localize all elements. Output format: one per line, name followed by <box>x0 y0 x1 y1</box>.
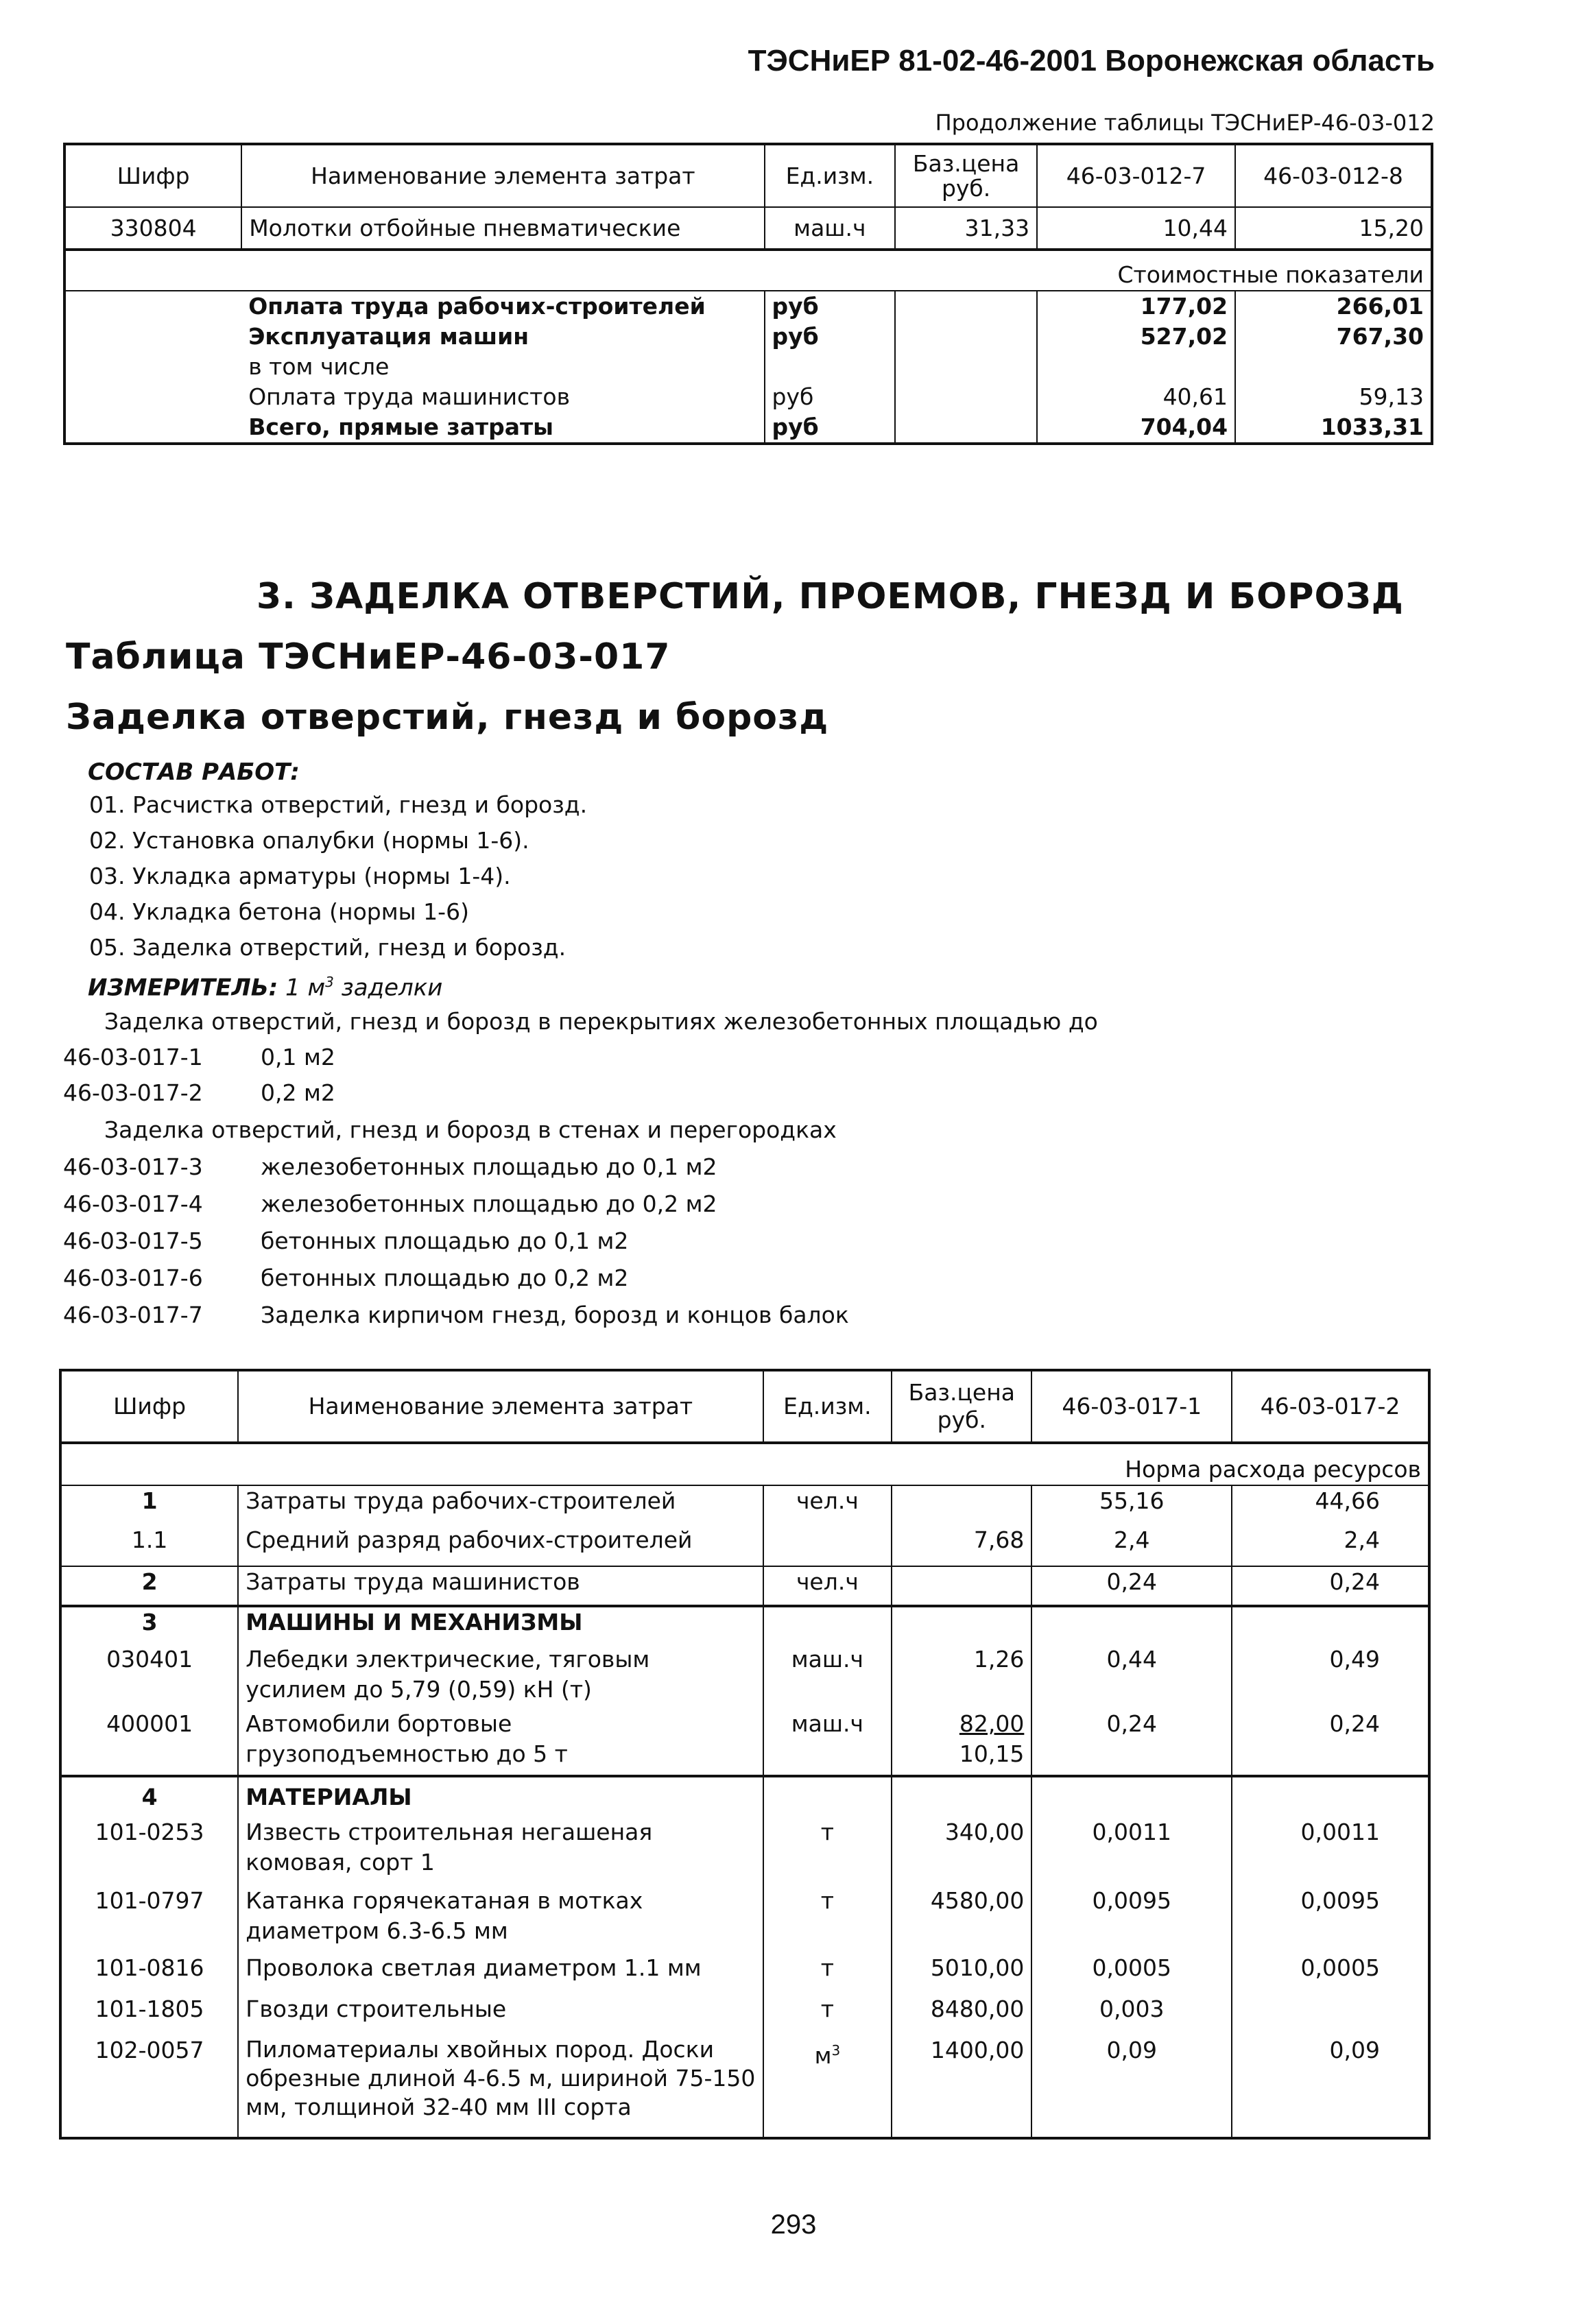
col-header-name: Наименование элемента затрат <box>238 1370 763 1443</box>
row-name: Средний разряд рабочих-строителей <box>238 1525 763 1566</box>
row-price: 8480,00 <box>892 1994 1031 2035</box>
row-name: Известь строительная негашеная комовая, сорт 1 <box>238 1817 763 1886</box>
row-price <box>892 1705 1031 1776</box>
resource-table-46-03-017 <box>59 1369 1431 2140</box>
table-row <box>60 1953 1429 1994</box>
norm-text: бетонных площадью до 0,1 м2 <box>261 1227 629 1254</box>
row-code: 101-0816 <box>95 1954 204 1981</box>
row-name: Всего, прямые затраты <box>248 414 553 440</box>
row-name: в том числе <box>248 353 390 380</box>
row-name: Молотки отбойные пневматические <box>241 207 764 250</box>
row-value-2: 0,0095 <box>1232 1886 1429 1953</box>
row-value-1: 55,16 <box>1031 1485 1232 1525</box>
table-row <box>64 412 1432 444</box>
row-name: МАШИНЫ И МЕХАНИЗМЫ <box>238 1606 763 1644</box>
row-name: Автомобили бортовые грузоподъемностью до 5 т <box>238 1705 763 1776</box>
row-code: 4 <box>60 1776 238 1817</box>
table-row <box>64 207 1432 250</box>
section-label: Стоимостные показатели <box>64 250 1432 291</box>
row-value-1: 2,4 <box>1031 1525 1232 1566</box>
row-unit: маш.ч <box>763 1644 892 1705</box>
table-row <box>60 1644 1429 1705</box>
row-price-base: 82,00 <box>959 1710 1025 1737</box>
norm-code: 46-03-017-4 <box>63 1190 203 1217</box>
row-code: 330804 <box>110 214 197 241</box>
row-name: Пиломатериалы хвойных пород. Доски обрезные длиной 4-6.5 м, шириной 75-150 мм, толщиной 32-40 мм III сорта <box>238 2035 763 2138</box>
table-row <box>60 1886 1429 1953</box>
norm-code: 46-03-017-6 <box>63 1265 203 1291</box>
col-header-unit: Ед.изм. <box>763 1370 892 1443</box>
row-code: 101-0797 <box>95 1887 204 1914</box>
row-value-1: 704,04 <box>1037 412 1235 444</box>
row-price: 31,33 <box>895 207 1037 250</box>
row-unit: руб <box>765 382 896 412</box>
measure-value: 1 м <box>285 974 326 1002</box>
document-header: ТЭСНиЕР 81-02-46-2001 Воронежская область <box>748 44 1435 77</box>
norm-code: 46-03-017-3 <box>63 1153 203 1180</box>
table-title: Таблица ТЭСНиЕР-46-03-017 <box>66 636 671 678</box>
row-value-2: 0,0005 <box>1232 1953 1429 1994</box>
row-unit <box>763 1525 892 1566</box>
table-row <box>60 2035 1429 2138</box>
row-unit <box>763 2035 892 2138</box>
table-row <box>60 1485 1429 1525</box>
table-row <box>60 1994 1429 2035</box>
row-value-1: 527,02 <box>1037 322 1235 352</box>
table-row <box>64 291 1432 322</box>
row-value-2: 59,13 <box>1235 382 1432 412</box>
measure-sup: 3 <box>325 974 334 990</box>
table-row <box>60 1705 1429 1776</box>
row-value-1: 40,61 <box>1037 382 1235 412</box>
work-item: 05. Заделка отверстий, гнезд и борозд. <box>89 934 566 961</box>
row-value-2: 0,24 <box>1232 1566 1429 1606</box>
norm-group-title: Заделка отверстий, гнезд и борозд в перекрытиях железобетонных площадью до <box>104 1008 1098 1035</box>
col-header-code: Шифр <box>60 1370 238 1443</box>
row-unit: маш.ч <box>763 1705 892 1776</box>
row-value-1: 177,02 <box>1037 291 1235 322</box>
row-value-2: 1033,31 <box>1235 412 1432 444</box>
col-header-code: Шифр <box>64 144 241 207</box>
row-unit: руб <box>765 412 896 444</box>
row-price: 7,68 <box>892 1525 1031 1566</box>
col-header-norm-2: 46-03-017-2 <box>1232 1370 1429 1443</box>
row-value-2: 44,66 <box>1232 1485 1429 1525</box>
row-value-2: 2,4 <box>1232 1525 1429 1566</box>
row-price-secondary: 10,15 <box>959 1740 1025 1767</box>
row-value-1: 0,003 <box>1031 1994 1232 2035</box>
norm-code: 46-03-017-2 <box>63 1079 203 1106</box>
col-header-norm-1: 46-03-017-1 <box>1031 1370 1232 1443</box>
row-value-1: 10,44 <box>1037 207 1235 250</box>
row-value-1: 0,44 <box>1031 1644 1232 1705</box>
row-value-2: 266,01 <box>1235 291 1432 322</box>
row-code: 1 <box>141 1487 158 1514</box>
row-unit: чел.ч <box>763 1485 892 1525</box>
row-code: 102-0057 <box>95 2037 204 2063</box>
row-value-2: 0,0011 <box>1232 1817 1429 1886</box>
col-header-price: Баз.цена руб. <box>895 144 1037 207</box>
cost-table-46-03-012 <box>63 143 1433 445</box>
col-header-norm-2: 46-03-012-8 <box>1235 144 1432 207</box>
row-name: МАТЕРИАЛЫ <box>238 1776 763 1817</box>
norm-text: железобетонных площадью до 0,2 м2 <box>261 1190 717 1217</box>
row-name: Оплата труда машинистов <box>248 383 571 410</box>
work-item: 02. Установка опалубки (нормы 1-6). <box>89 827 529 854</box>
row-name: Гвозди строительные <box>238 1994 763 2035</box>
table-row <box>64 382 1432 412</box>
work-composition-label: СОСТАВ РАБОТ: <box>88 758 300 786</box>
row-name: Эксплуатация машин <box>248 323 529 350</box>
row-price: 5010,00 <box>892 1953 1031 1994</box>
norm-code: 46-03-017-1 <box>63 1044 203 1070</box>
norm-code: 46-03-017-7 <box>63 1302 203 1328</box>
section-label: Норма расхода ресурсов <box>60 1443 1429 1485</box>
table-row <box>60 1606 1429 1644</box>
row-unit: маш.ч <box>765 207 896 250</box>
row-unit-text: м <box>814 2042 832 2069</box>
norm-text: железобетонных площадью до 0,1 м2 <box>261 1153 717 1180</box>
row-price <box>892 1566 1031 1606</box>
col-header-price: Баз.цена руб. <box>892 1370 1031 1443</box>
measure-tail: заделки <box>333 974 443 1002</box>
row-value-1: 0,09 <box>1031 2035 1232 2138</box>
row-code: 1.1 <box>131 1526 168 1553</box>
row-name: Затраты труда машинистов <box>238 1566 763 1606</box>
work-item: 01. Расчистка отверстий, гнезд и борозд. <box>89 791 588 818</box>
row-value-2: 15,20 <box>1235 207 1432 250</box>
row-value-2: 767,30 <box>1235 322 1432 352</box>
row-value-2: 0,09 <box>1232 2035 1429 2138</box>
row-name: Затраты труда рабочих-строителей <box>238 1485 763 1525</box>
col-header-unit: Ед.изм. <box>765 144 896 207</box>
row-value-1: 0,0095 <box>1031 1886 1232 1953</box>
row-unit: руб <box>765 291 896 322</box>
row-value-1: 0,0005 <box>1031 1953 1232 1994</box>
table-subtitle: Заделка отверстий, гнезд и борозд <box>66 697 829 738</box>
row-price <box>892 1485 1031 1525</box>
norm-code: 46-03-017-5 <box>63 1227 203 1254</box>
page-number: 293 <box>770 2209 817 2240</box>
norm-text: Заделка кирпичом гнезд, борозд и концов балок <box>261 1302 849 1328</box>
work-item: 03. Укладка арматуры (нормы 1-4). <box>89 863 511 889</box>
norm-text: 0,2 м2 <box>261 1079 335 1106</box>
measure-label: ИЗМЕРИТЕЛЬ: <box>88 974 278 1002</box>
col-header-name: Наименование элемента затрат <box>241 144 764 207</box>
table-row <box>60 1776 1429 1817</box>
row-code: 3 <box>60 1606 238 1644</box>
row-code: 2 <box>60 1566 238 1606</box>
row-unit: т <box>763 1953 892 1994</box>
row-value-1: 0,24 <box>1031 1566 1232 1606</box>
row-code: 101-1805 <box>95 1996 204 2022</box>
row-code: 400001 <box>106 1710 193 1737</box>
norm-text: 0,1 м2 <box>261 1044 335 1070</box>
section-title: 3. ЗАДЕЛКА ОТВЕРСТИЙ, ПРОЕМОВ, ГНЕЗД И БОРОЗД <box>256 576 1404 617</box>
measure-line <box>88 974 442 1001</box>
row-unit: руб <box>765 322 896 352</box>
row-unit: т <box>763 1886 892 1953</box>
row-unit: чел.ч <box>763 1566 892 1606</box>
row-price: 1400,00 <box>892 2035 1031 2138</box>
row-code: 030401 <box>106 1646 193 1673</box>
row-value-2: 0,49 <box>1232 1644 1429 1705</box>
table-row <box>60 1525 1429 1566</box>
table-row <box>60 1566 1429 1606</box>
row-name: Катанка горячекатаная в мотках диаметром 6.3-6.5 мм <box>238 1886 763 1953</box>
row-price: 4580,00 <box>892 1886 1031 1953</box>
table-row <box>64 352 1432 382</box>
row-value-1: 0,0011 <box>1031 1817 1232 1886</box>
row-value-1: 0,24 <box>1031 1705 1232 1776</box>
row-name: Лебедки электрические, тяговым усилием до 5,79 (0,59) кН (т) <box>238 1644 763 1705</box>
row-unit: т <box>763 1817 892 1886</box>
table-row <box>60 1817 1429 1886</box>
row-code: 101-0253 <box>95 1819 204 1845</box>
row-unit: т <box>763 1994 892 2035</box>
row-unit-sup: 3 <box>831 2042 841 2059</box>
col-header-norm-1: 46-03-012-7 <box>1037 144 1235 207</box>
row-value-2: 0,24 <box>1232 1705 1429 1776</box>
norm-group-title: Заделка отверстий, гнезд и борозд в стенах и перегородках <box>104 1116 837 1143</box>
work-item: 04. Укладка бетона (нормы 1-6) <box>89 898 469 925</box>
row-name: Проволока светлая диаметром 1.1 мм <box>238 1953 763 1994</box>
continuation-caption: Продолжение таблицы ТЭСНиЕР-46-03-012 <box>935 110 1435 136</box>
row-price: 340,00 <box>892 1817 1031 1886</box>
row-name: Оплата труда рабочих-строителей <box>248 293 706 320</box>
table-row <box>64 322 1432 352</box>
norm-text: бетонных площадью до 0,2 м2 <box>261 1265 629 1291</box>
row-price: 1,26 <box>892 1644 1031 1705</box>
